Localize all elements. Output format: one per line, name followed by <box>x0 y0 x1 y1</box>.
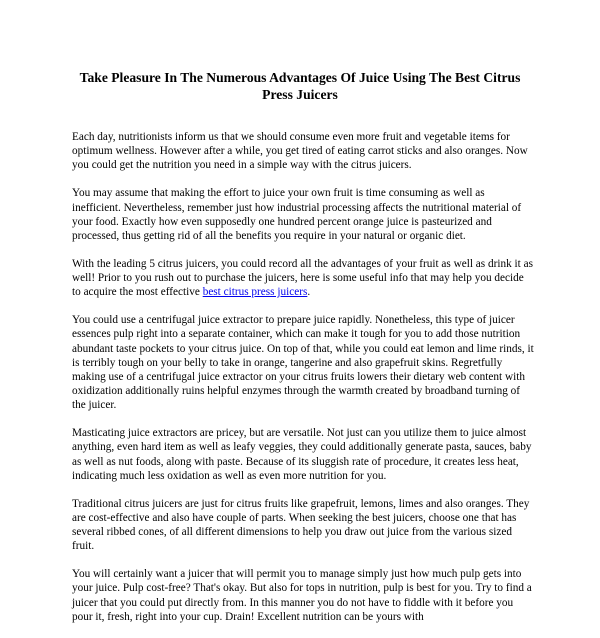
paragraph-3-end: . <box>307 286 311 299</box>
paragraph-2: You may assume that making the effort to juice your own fruit is time consuming as well as inefficient. Nevertheless, remember just how industrial processing affects the nutritional material of your food. Exactly how even supposedly one hundred percent orange juice is pasteurized and processed, thus getting rid of all the benefits you require in your natural or organic diet. <box>72 187 522 242</box>
paragraph-3 <box>72 257 534 300</box>
paragraph-4: You could use a centrifugal juice extractor to prepare juice rapidly. Nonetheless, this type of juicer essences pulp right into a separate container, which can make it tough for you to add those nutrition abundant taste pockets to your citrus juice. On top of that, while you could eat lemon and lime rinds, it is terribly tough on your belly to take in orange, tangerine and also grapefruit skins. Regretfully making use of a centrifugal juice extractor on your citrus fruits lowers their dietary web content with oxidization additionally ruins helpful enzymes through the warmth created by broadband turning of the juicer. <box>72 314 534 412</box>
paragraph-3-text: With the leading 5 citrus juicers, you could record all the advantages of your fruit as well as drink it as well! Prior to you rush out to purchase the juicers, here is some useful info that may help you decide to acquire the most effective <box>72 257 533 299</box>
page-title: Take Pleasure In The Numerous Advantages Of Juice Using The Best Citrus Press Juicers <box>79 70 521 102</box>
paragraph-5: Masticating juice extractors are pricey, but are versatile. Not just can you utilize them to juice almost anything, even hard item as well as leafy veggies, they could additionally generate pasta, sauces, baby as well as nut foods, along with paste. Because of its sluggish rate of procedure, it creates less heat, indicating much less oxidation as well as even more nutrition for you. <box>72 427 532 482</box>
paragraph-1: Each day, nutritionists inform us that we should consume even more fruit and vegetable items for optimum wellness. However after a while, you get tired of eating carrot sticks and also oranges. Now you could get the nutrition you need in a simple way with the citrus juicers. <box>72 131 528 172</box>
paragraph-7: You will certainly want a juicer that will permit you to manage simply just how much pulp gets into your juice. Pulp cost-free? That's okay. But also for tops in nutrition, pulp is best for you. Try to find a juicer that you could put directly from. In this manner you do not have to fiddle with it before you pour it, fresh, right into your cup. Drain! Excellent nutrition can be yours with <box>72 568 532 623</box>
article-body <box>72 130 534 638</box>
paragraph-6: Traditional citrus juicers are just for citrus fruits like grapefruit, lemons, limes and also oranges. They are cost-effective and also have couple of parts. When seeking the best juicers, choose one that has several ribbed cones, of all different dimensions to help you draw out juice from the various sized fruit. <box>72 497 530 553</box>
best-citrus-press-juicers-link[interactable]: best citrus press juicers <box>202 286 308 299</box>
